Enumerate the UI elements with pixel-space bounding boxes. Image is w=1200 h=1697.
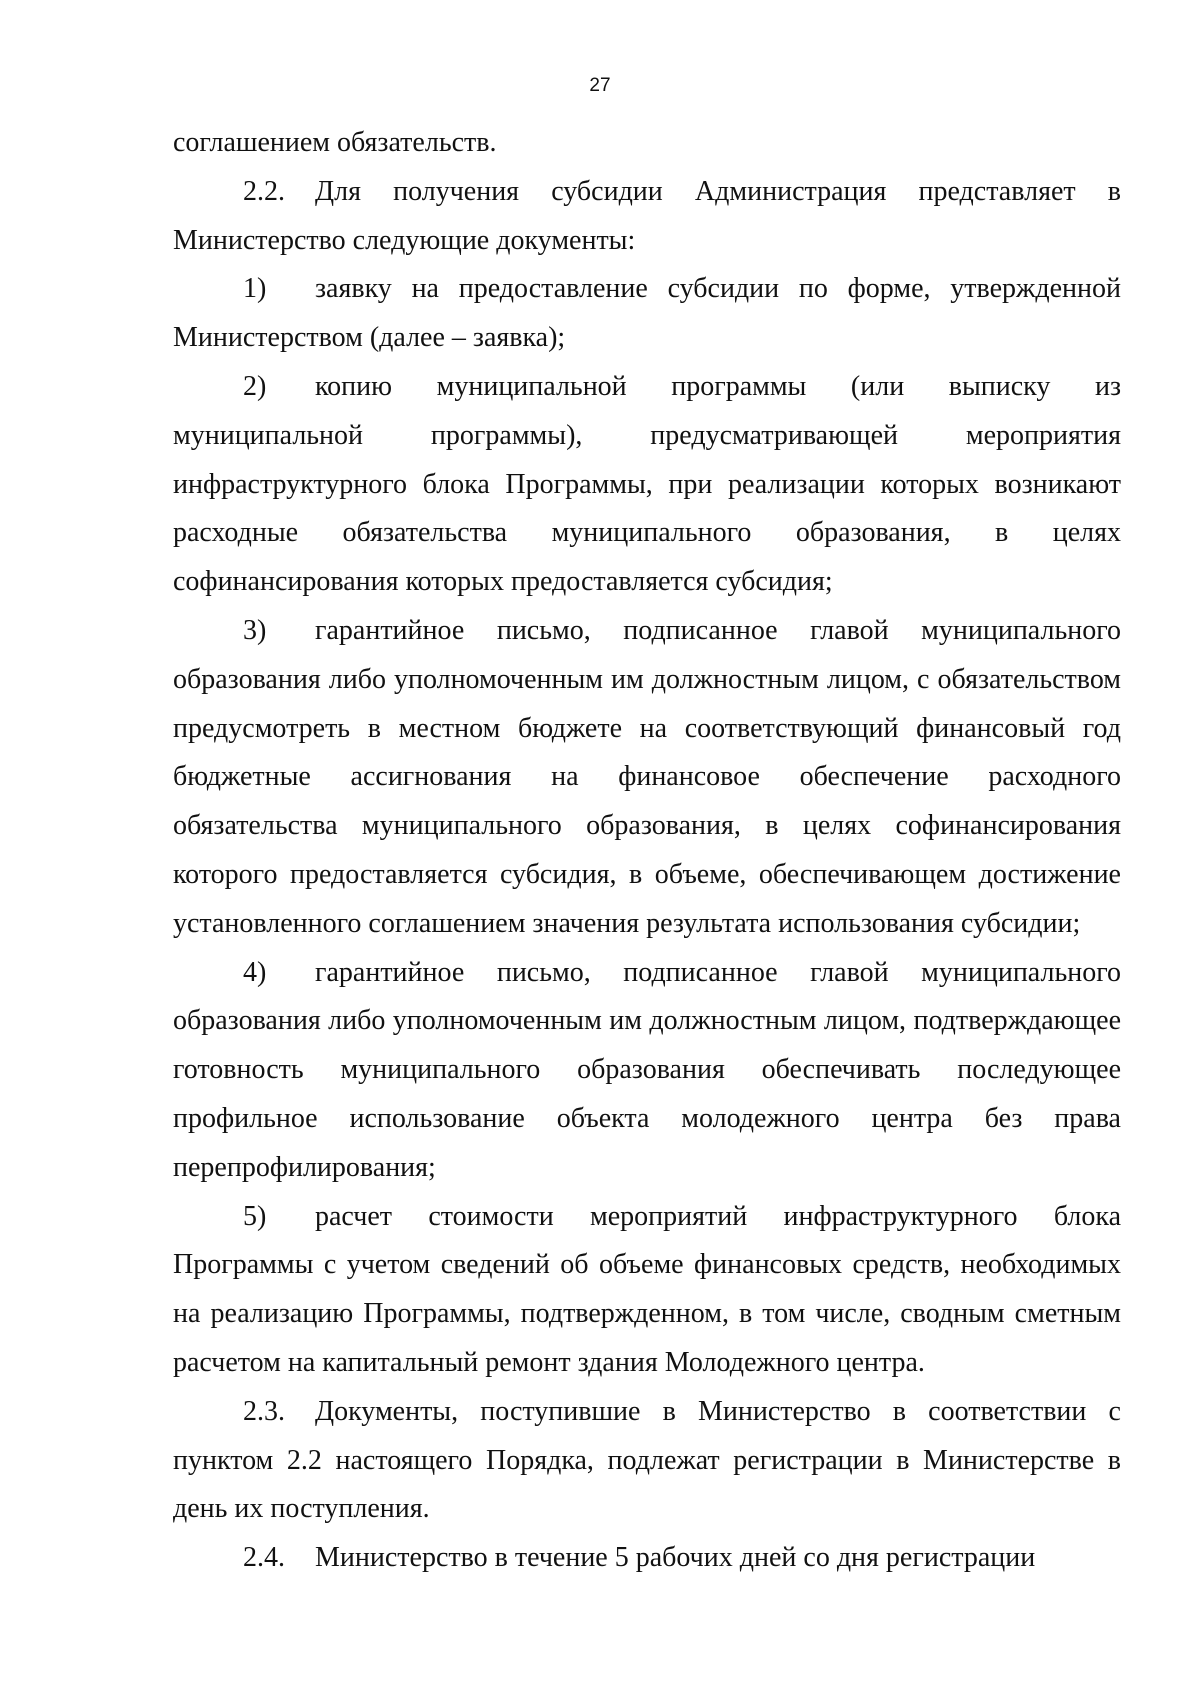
list-item-text: гарантийное письмо, подписанное главой муниципального образования либо уполномоченным им должностным лицом, подтверждающее готовность муниципального образования обеспечивать последующее профильное использование объекта молодежного центра без права перепрофилирования;	[173, 956, 1121, 1183]
paragraph-continuation	[173, 119, 1121, 168]
list-item-4	[173, 949, 1121, 1193]
paragraph-text: Документы, поступившие в Министерство в соответствии с пунктом 2.2 настоящего Порядка, подлежат регистрации в Министерстве в день их поступления.	[173, 1395, 1121, 1525]
paragraph-number: 2.4.	[243, 1542, 285, 1574]
paragraph-2-2	[173, 168, 1121, 266]
paragraph-2-3	[173, 1388, 1121, 1534]
list-item-number: 1)	[243, 273, 267, 305]
paragraph-number: 2.2.	[243, 175, 285, 207]
list-item-text: заявку на предоставление субсидии по форме, утвержденной Министерством (далее – заявка);	[173, 273, 1121, 354]
list-item-number: 5)	[243, 1200, 267, 1232]
list-item-5	[173, 1193, 1121, 1388]
paragraph-text: Министерство в течение 5 рабочих дней со дня регистрации	[315, 1542, 1036, 1574]
paragraph-text: соглашением обязательств.	[173, 127, 497, 158]
paragraph-number: 2.3.	[243, 1395, 285, 1427]
paragraph-2-4	[173, 1534, 1121, 1583]
document-body	[173, 119, 1121, 1583]
page-number: 27	[589, 75, 611, 96]
list-item-text: копию муниципальной программы (или выписку из муниципальной программы), предусматривающей мероприятия инфраструктурного блока Программы, при реализации которых возникают расходные обязательства муниципального образования, в целях софинансирования которых предоставляется субсидия;	[173, 370, 1121, 598]
list-item-1	[173, 265, 1121, 363]
list-item-2	[173, 363, 1121, 607]
list-item-3	[173, 607, 1121, 949]
list-item-number: 3)	[243, 614, 267, 646]
list-item-text: расчет стоимости мероприятий инфраструктурного блока Программы с учетом сведений об объеме финансовых средств, необходимых на реализацию Программы, подтвержденном, в том числе, сводным сметным расчетом на капитальный ремонт здания Молодежного центра.	[173, 1200, 1121, 1378]
list-item-text: гарантийное письмо, подписанное главой муниципального образования либо уполномоченным им должностным лицом, с обязательством предусмотреть в местном бюджете на соответствующий финансовый год бюджетные ассигнования на финансовое обеспечение расходного обязательства муниципального образования, в целях софинансирования которого предоставляется субсидия, в объеме, обеспечивающем достижение установленного соглашением значения результата использования субсидии;	[173, 614, 1121, 939]
list-item-number: 4)	[243, 956, 267, 988]
list-item-number: 2)	[243, 370, 267, 402]
paragraph-text: Для получения субсидии Администрация представляет в Министерство следующие документы:	[173, 175, 1121, 256]
